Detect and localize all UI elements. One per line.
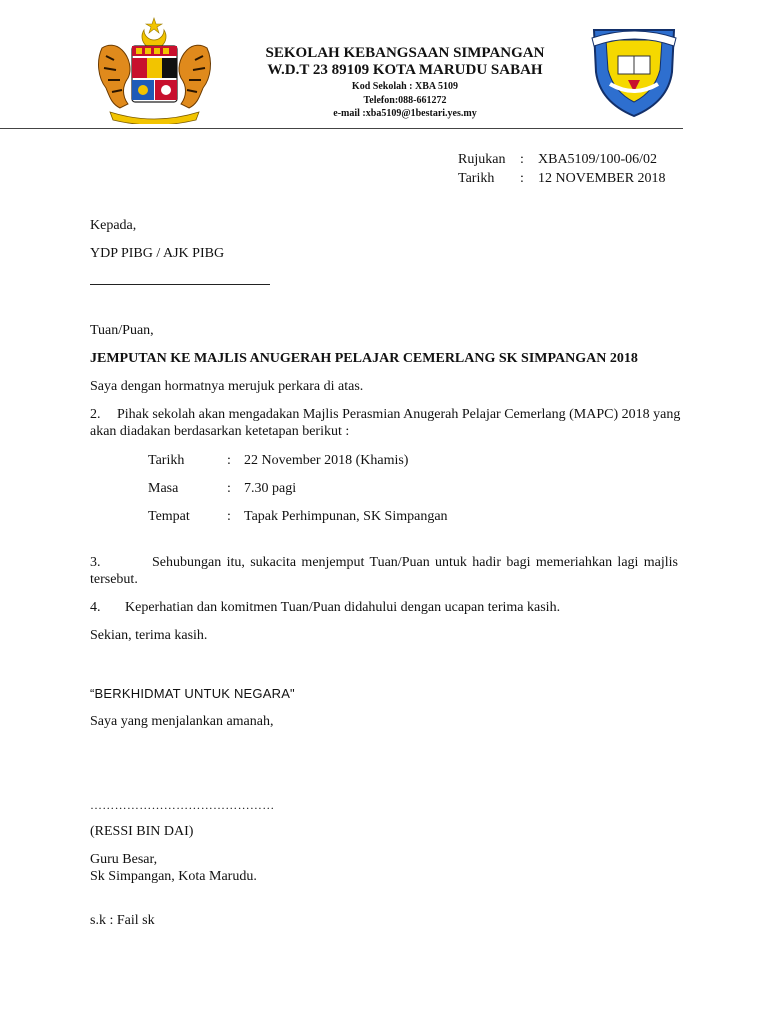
detail-date-value: 22 November 2018 (Khamis) — [244, 453, 409, 468]
detail-time-sep: : — [227, 481, 231, 496]
detail-time-value: 7.30 pagi — [244, 481, 297, 496]
subject-heading: JEMPUTAN KE MAJLIS ANUGERAH PELAJAR CEMERLANG SK SIMPANGAN 2018 — [90, 351, 638, 366]
coat-of-arms-logo — [92, 16, 217, 124]
recipient-blank-line — [90, 284, 270, 285]
carbon-copy: s.k : Fail sk — [90, 913, 155, 928]
detail-time-label: Masa — [148, 481, 179, 496]
school-code: Kod Sekolah : XBA 5109 — [351, 81, 459, 92]
recipient-label: Kepada, — [90, 218, 137, 233]
school-address: W.D.T 23 89109 KOTA MARUDU SABAH — [267, 62, 543, 78]
detail-date-sep: : — [227, 453, 231, 468]
closing-line: Sekian, terima kasih. — [90, 628, 208, 643]
paragraph-4-number: 4. — [90, 600, 101, 615]
header-divider — [0, 128, 683, 129]
paragraph-3-line-2: tersebut. — [90, 572, 138, 587]
paragraph-2-line-1: Pihak sekolah akan mengadakan Majlis Perasmian Anugerah Pelajar Cemerlang (MAPC) 2018 yang — [117, 407, 681, 422]
signatory-organization: Sk Simpangan, Kota Marudu. — [90, 869, 257, 884]
reference-value: XBA5109/100-06/02 — [538, 152, 657, 167]
detail-place-value: Tapak Perhimpunan, SK Simpangan — [244, 509, 448, 524]
date-sep: : — [520, 171, 524, 186]
paragraph-2-line-2: akan diadakan berdasarkan ketetapan berikut : — [90, 424, 350, 439]
detail-date-label: Tarikh — [148, 453, 185, 468]
paragraph-3-line-1: Sehubungan itu, sukacita menjemput Tuan/Puan untuk hadir bagi memeriahkan lagi majlis — [152, 555, 678, 570]
date-value: 12 NOVEMBER 2018 — [538, 171, 666, 186]
reference-sep: : — [520, 152, 524, 167]
salutation: Tuan/Puan, — [90, 323, 154, 338]
reference-label: Rujukan — [458, 152, 506, 167]
signature-dots: ……………………………………… — [90, 798, 275, 812]
motto: “BERKHIDMAT UNTUK NEGARA" — [90, 686, 295, 701]
paragraph-4-text: Keperhatian dan komitmen Tuan/Puan didahului dengan ucapan terima kasih. — [125, 600, 561, 615]
school-name: SEKOLAH KEBANGSAAN SIMPANGAN — [265, 45, 545, 61]
school-email: e-mail :xba5109@1bestari.yes.my — [333, 108, 477, 119]
paragraph-3-number: 3. — [90, 555, 101, 570]
school-badge-logo — [588, 22, 680, 118]
recipient-name: YDP PIBG / AJK PIBG — [90, 246, 225, 261]
signatory-name: (RESSI BIN DAI) — [90, 824, 194, 839]
school-phone: Telefon:088-661272 — [363, 95, 447, 106]
signatory-title: Guru Besar, — [90, 852, 158, 867]
trust-line: Saya yang menjalankan amanah, — [90, 714, 274, 729]
paragraph-2-number: 2. — [90, 407, 101, 422]
detail-place-label: Tempat — [148, 509, 190, 524]
date-label: Tarikh — [458, 171, 495, 186]
paragraph-1: Saya dengan hormatnya merujuk perkara di atas. — [90, 379, 364, 394]
detail-place-sep: : — [227, 509, 231, 524]
